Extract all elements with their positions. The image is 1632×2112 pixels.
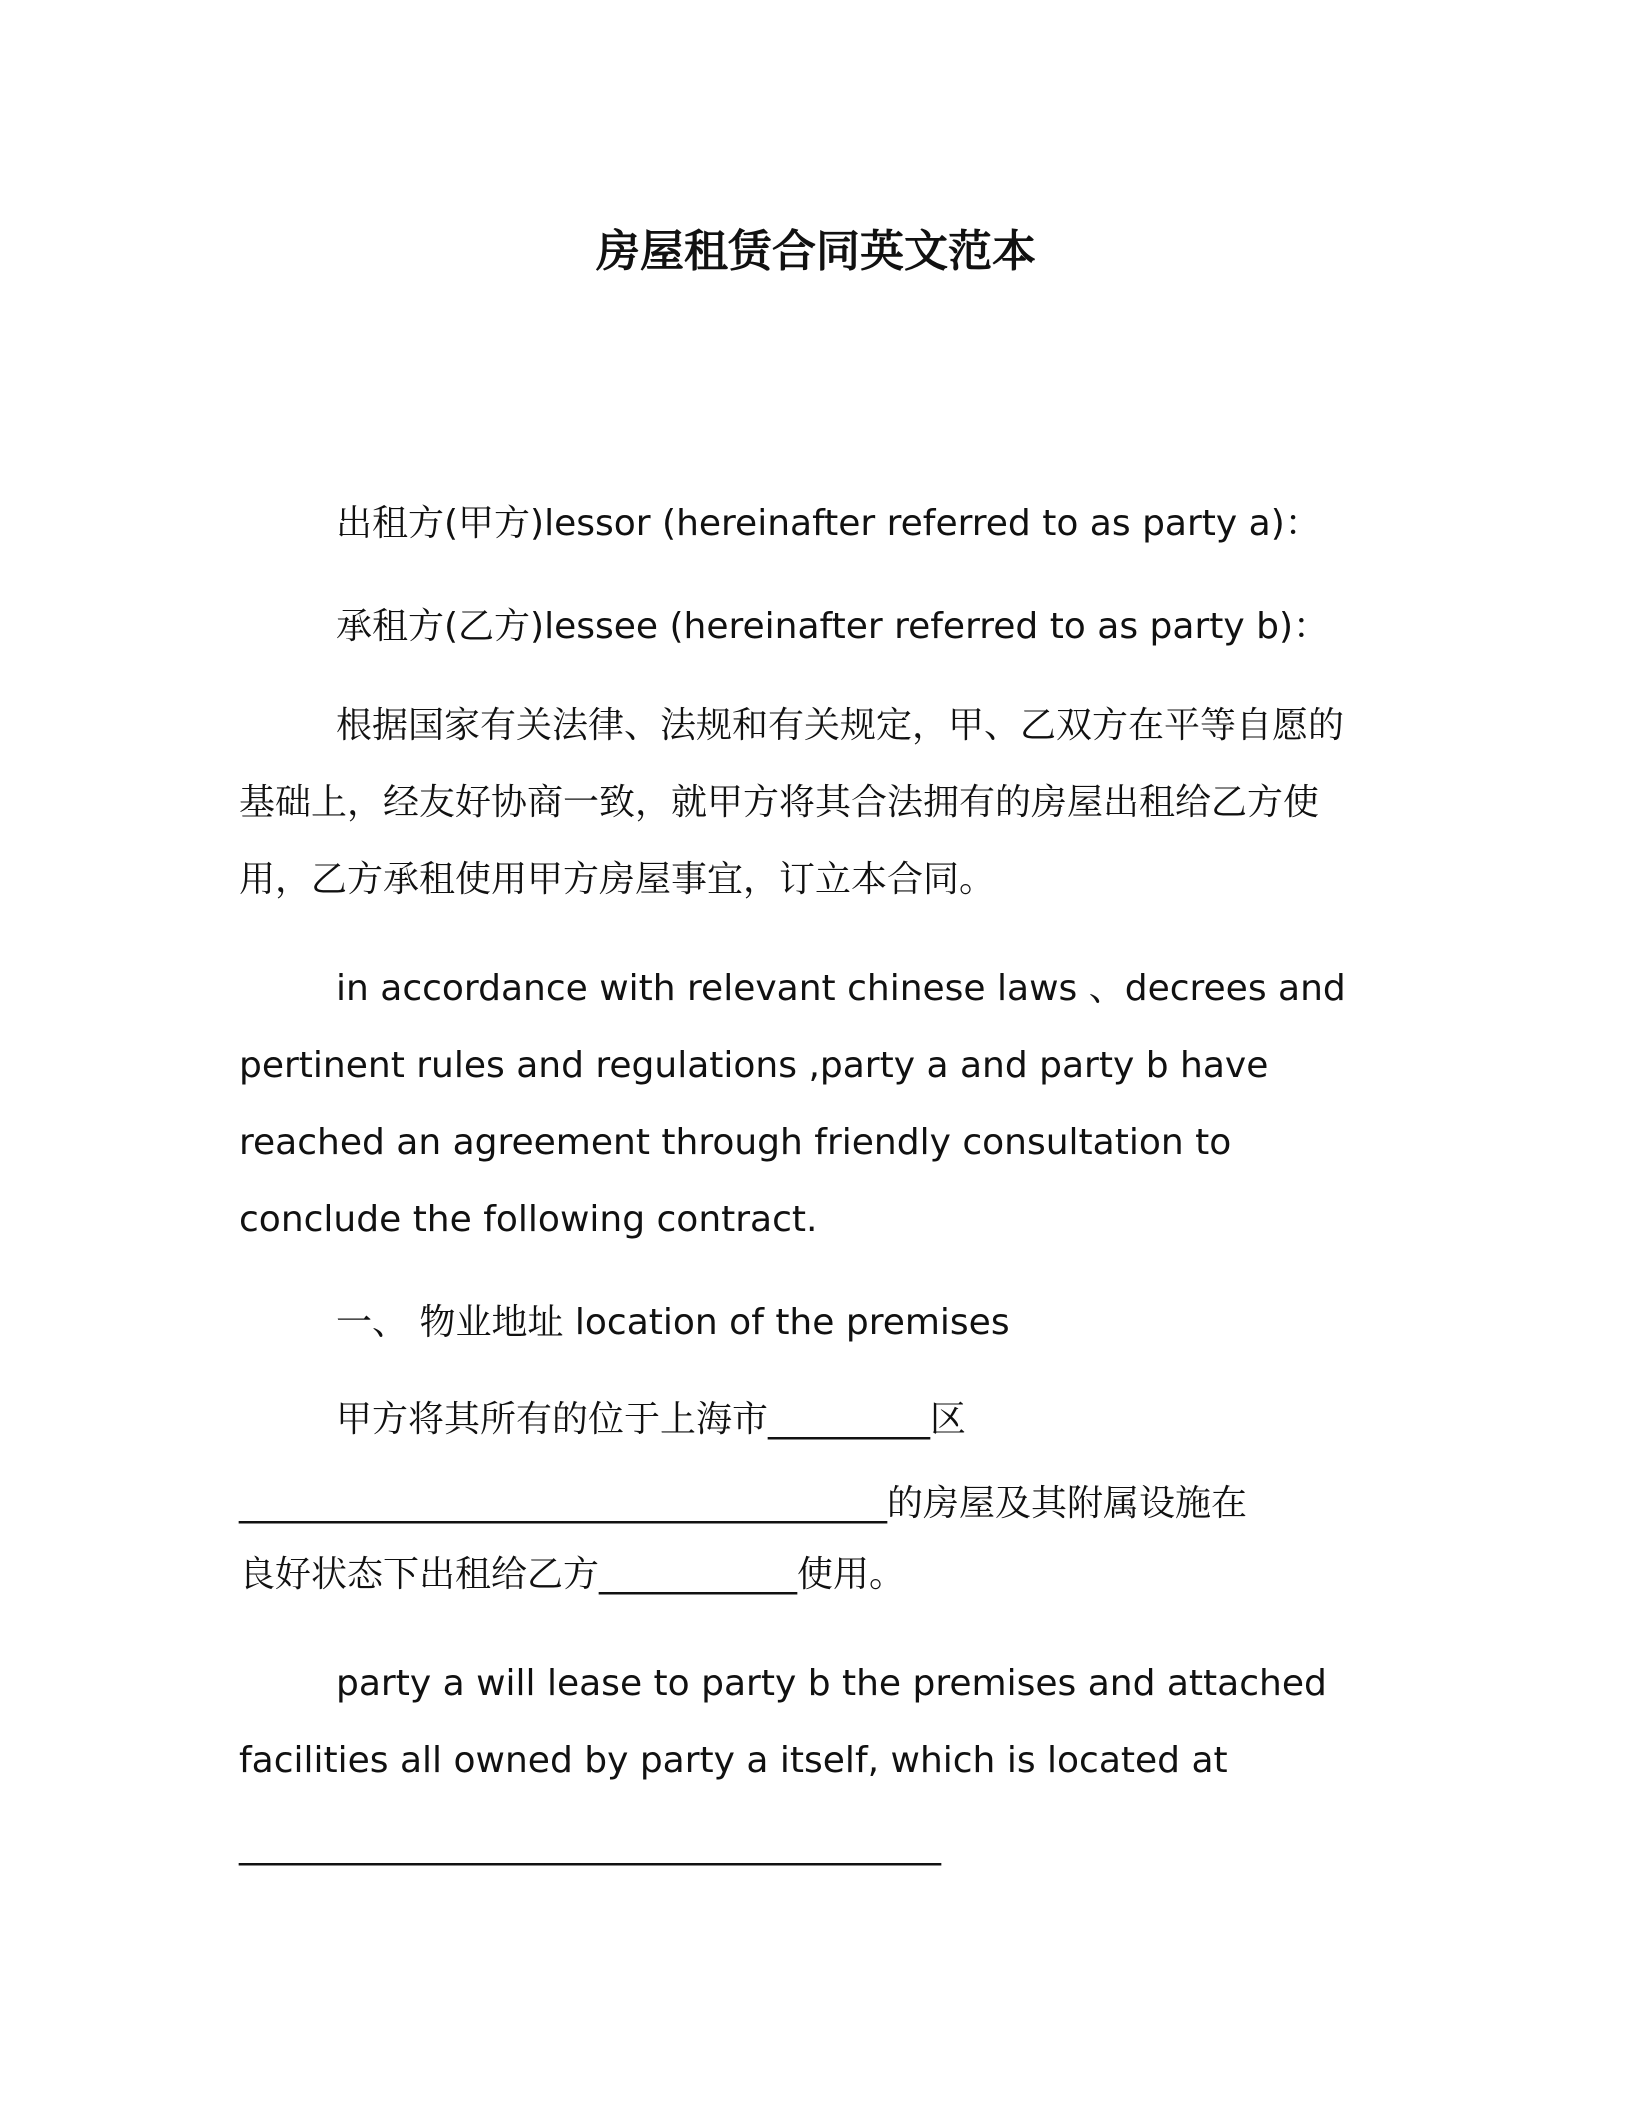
- document-title: 房屋租赁合同英文范本: [596, 226, 1036, 277]
- cn-intro-line: 用，乙方承租使用甲方房屋事宜，订立本合同。: [239, 859, 996, 900]
- en-intro-line: in accordance with relevant chinese laws 、decrees and: [336, 968, 1346, 1009]
- en-intro-line: pertinent rules and regulations ,party a and party b have: [239, 1045, 1269, 1086]
- section-heading: 一、 物业地址 location of the premises: [336, 1302, 1010, 1343]
- en-location-line: party a will lease to party b the premises and attached: [336, 1663, 1327, 1704]
- en-location-line: facilities all owned by party a itself, which is located at: [239, 1740, 1228, 1781]
- en-intro-line: reached an agreement through friendly consultation to: [239, 1122, 1232, 1163]
- en-intro-line: conclude the following contract.: [239, 1199, 818, 1240]
- lessor-line: 出租方(甲方)lessor (hereinafter referred to as party a)：: [336, 503, 1321, 544]
- cn-intro-line: 根据国家有关法律、法规和有关规定，甲、乙双方在平等自愿的: [336, 705, 1345, 746]
- cn-intro-line: 基础上，经友好协商一致，就甲方将其合法拥有的房屋出租给乙方使: [239, 782, 1320, 823]
- cn-location-line: ____________________________________的房屋及其附属设施在: [239, 1483, 1248, 1524]
- lessee-line: 承租方(乙方)lessee (hereinafter referred to as party b)：: [336, 606, 1330, 647]
- cn-location-line: 良好状态下出租给乙方___________使用。: [239, 1554, 906, 1595]
- en-location-line: _______________________________________: [239, 1825, 941, 1866]
- cn-location-line: 甲方将其所有的位于上海市_________区: [336, 1399, 967, 1440]
